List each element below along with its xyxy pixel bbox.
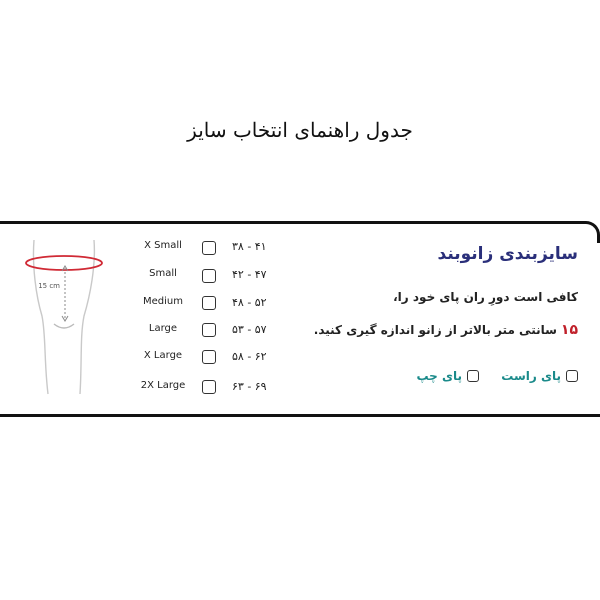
option-right-leg[interactable] (501, 369, 578, 383)
info-line-1: کافی است دورِ ران پای خود را، (393, 290, 578, 304)
size-label: Medium (143, 296, 183, 307)
page-title: جدول راهنمای انتخاب سایز (187, 118, 413, 142)
leg-diagram (18, 236, 108, 396)
size-range: ۶۳ - ۶۹ (232, 380, 267, 393)
info-heading: سایزبندی زانوبند (437, 244, 578, 264)
right-leg-label: پای راست (501, 369, 561, 383)
size-label: Small (149, 268, 177, 279)
size-range: ۳۸ - ۴۱ (232, 240, 267, 253)
info-line-2-text: سانتی متر بالاتر از زانو اندازه گیری کنید. (313, 323, 557, 337)
size-label: X Small (144, 240, 182, 251)
size-range: ۴۸ - ۵۲ (232, 296, 267, 309)
left-leg-checkbox[interactable] (467, 370, 479, 382)
leg-outline-left (33, 240, 48, 394)
size-checkbox[interactable] (202, 269, 216, 283)
size-checkbox[interactable] (202, 241, 216, 255)
option-left-leg[interactable] (416, 369, 479, 383)
left-leg-label: پای چپ (416, 369, 462, 383)
size-checkbox[interactable] (202, 296, 216, 310)
size-checkbox[interactable] (202, 380, 216, 394)
knee-cap (54, 324, 74, 328)
info-line-2 (314, 322, 578, 338)
right-leg-checkbox[interactable] (566, 370, 578, 382)
size-checkbox[interactable] (202, 323, 216, 337)
size-checkbox[interactable] (202, 350, 216, 364)
leg-outline-right (80, 240, 94, 394)
size-range: ۴۲ - ۴۷ (232, 268, 267, 281)
size-label: X Large (143, 350, 183, 361)
size-label: 2X Large (140, 380, 186, 391)
card-bottom-border (0, 414, 600, 417)
size-label: Large (148, 323, 178, 334)
info-number: ۱۵ (560, 322, 578, 338)
size-range: ۵۳ - ۵۷ (232, 323, 267, 336)
measure-label: 15 cm (38, 282, 60, 290)
size-range: ۵۸ - ۶۲ (232, 350, 267, 363)
